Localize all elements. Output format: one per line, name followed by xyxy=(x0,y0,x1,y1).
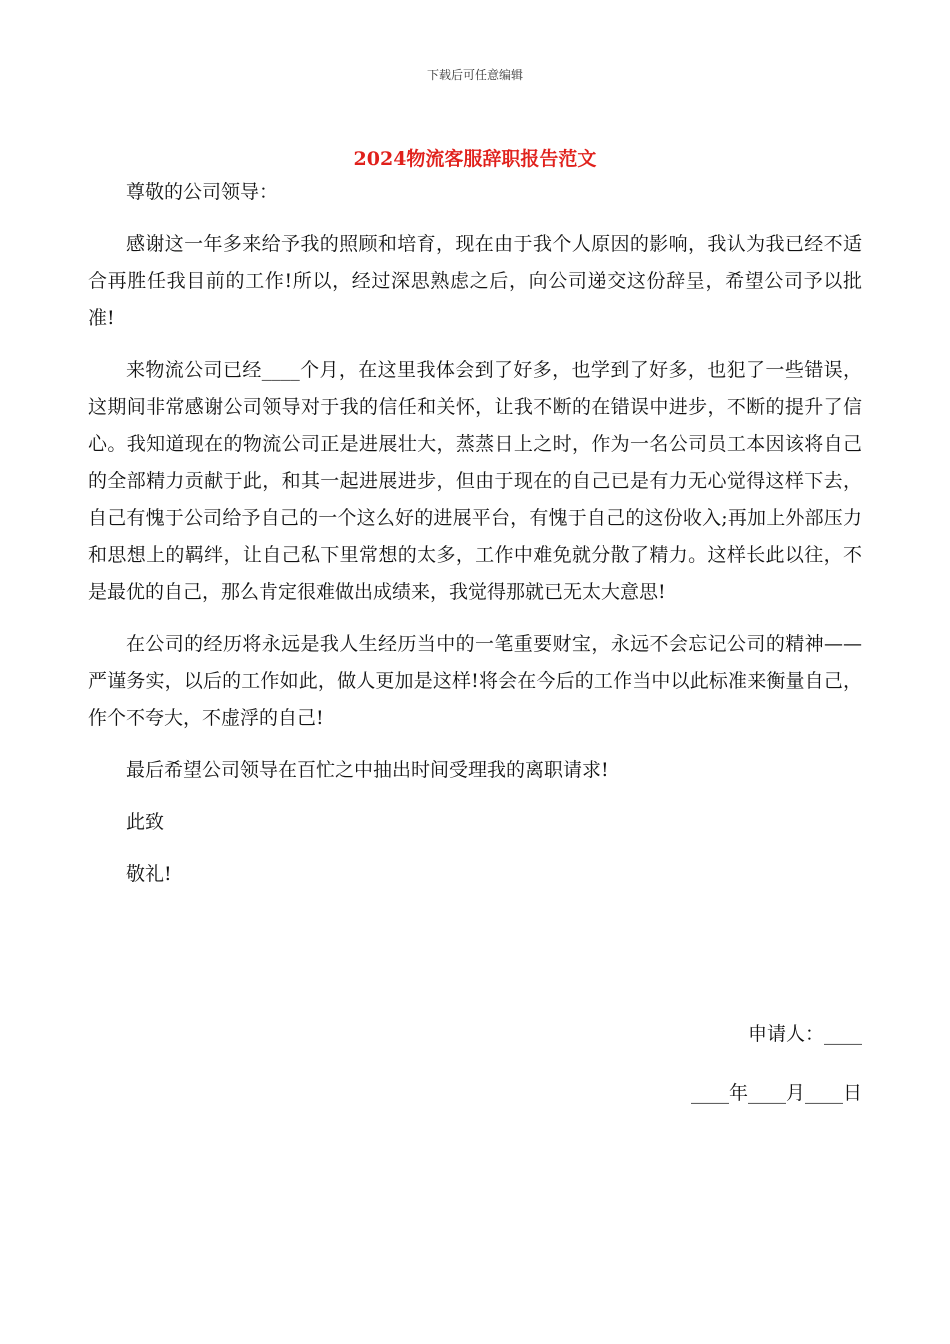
paragraph-experience: 来物流公司已经____个月，在这里我体会到了好多，也学到了好多，也犯了一些错误，这期间非常感谢公司领导对于我的信任和关怀，让我不断的在错误中进步，不断的提升了信心。我知道现在的物流公司正是进展壮大，蒸蒸日上之时，作为一名公司员工本因该将自己的全部精力贡献于此，和其一起进展进步，但由于现在的自己已是有力无心觉得这样下去，自己有愧于公司给予自己的一个这么好的进展平台，有愧于自己的这份收入;再加上外部压力和思想上的羁绊，让自己私下里常想的太多，工作中难免就分散了精力。这样长此以往，不是最优的自己，那么肯定很难做出成绩来，我觉得那就已无太大意思! xyxy=(88,359,862,603)
salutation: 尊敬的公司领导： xyxy=(126,181,279,203)
closing-cizhi: 此致 xyxy=(126,811,165,833)
applicant-signature-line: 申请人：____ xyxy=(747,1023,862,1045)
date-line: ____年____月____日 xyxy=(690,1082,862,1104)
letter-body xyxy=(88,170,862,893)
closing-jingli: 敬礼! xyxy=(126,863,172,885)
document-title: 2024物流客服辞职报告范文 xyxy=(353,148,597,170)
paragraph-request: 最后希望公司领导在百忙之中抽出时间受理我的离职请求! xyxy=(126,759,609,781)
header-note: 下载后可任意编辑 xyxy=(426,68,523,82)
paragraph-gratitude: 感谢这一年多来给予我的照顾和培育，现在由于我个人原因的影响，我认为我已经不适合再胜任我目前的工作!所以，经过深思熟虑之后，向公司递交这份辞呈，希望公司予以批准! xyxy=(88,233,862,329)
paragraph-memories: 在公司的经历将永远是我人生经历当中的一笔重要财宝，永远不会忘记公司的精神——严谨务实，以后的工作如此，做人更加是这样!将会在今后的工作当中以此标准来衡量自己，作个不夸大，不虚浮的自己! xyxy=(88,633,862,729)
